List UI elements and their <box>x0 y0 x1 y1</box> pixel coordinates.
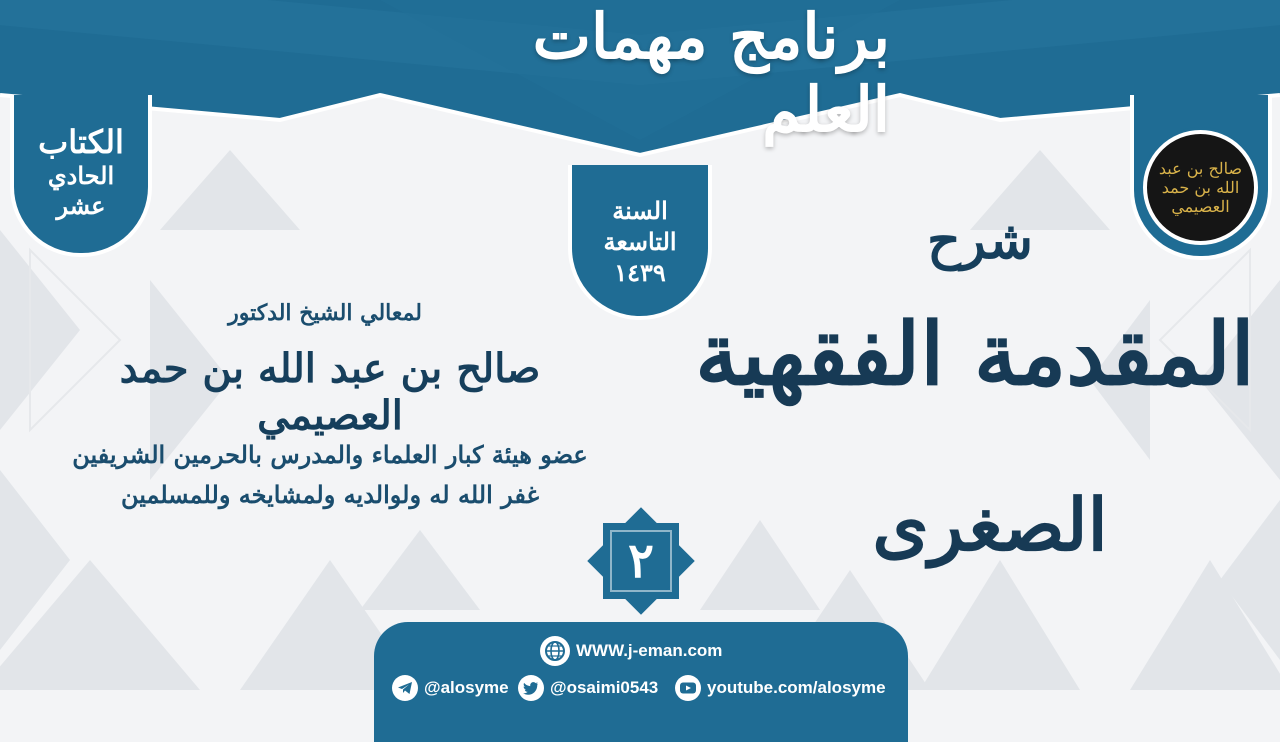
telegram-text: @alosyme <box>424 678 509 697</box>
episode-number: ٢ <box>628 533 654 589</box>
book-ordinal-line1: الحادي <box>47 161 115 190</box>
telegram-link[interactable] <box>392 675 509 701</box>
lesson-prefix: شرح <box>927 210 1033 271</box>
globe-icon <box>540 636 570 666</box>
book-number-badge <box>10 95 152 257</box>
year-ordinal: التاسعة <box>603 227 677 256</box>
scholar-description-line1: عضو هيئة كبار العلماء والمدرس بالحرمين الشريفين <box>72 440 588 469</box>
youtube-icon <box>675 675 701 701</box>
hijri-year: ١٤٣٩ <box>614 258 666 287</box>
twitter-link[interactable] <box>518 675 658 701</box>
youtube-text: youtube.com/alosyme <box>707 678 886 697</box>
scholar-description <box>60 435 600 515</box>
website-link[interactable] <box>540 636 722 666</box>
lesson-subtitle: الصغرى <box>872 482 1108 567</box>
scholar-honorific: لمعالي الشيخ الدكتور <box>228 300 422 326</box>
telegram-icon <box>392 675 418 701</box>
program-title: برنامج مهمات العلم <box>532 0 890 146</box>
twitter-icon <box>518 675 544 701</box>
twitter-text: @osaimi0543 <box>550 678 659 697</box>
calligraphy-seal-logo: صالح بن عبد الله بن حمد العصيمي <box>1143 130 1258 245</box>
website-text: WWW.j-eman.com <box>576 641 723 660</box>
book-ordinal-line2: عشر <box>56 191 106 220</box>
scholar-name: صالح بن عبد الله بن حمد العصيمي <box>119 345 541 439</box>
lesson-title: المقدمة الفقهية <box>695 304 1255 405</box>
book-label: الكتاب <box>38 123 124 161</box>
scholar-description-line2: غفر الله له ولوالديه ولمشايخه وللمسلمين <box>120 480 540 509</box>
youtube-link[interactable] <box>675 675 886 701</box>
year-label: السنة <box>612 196 668 225</box>
